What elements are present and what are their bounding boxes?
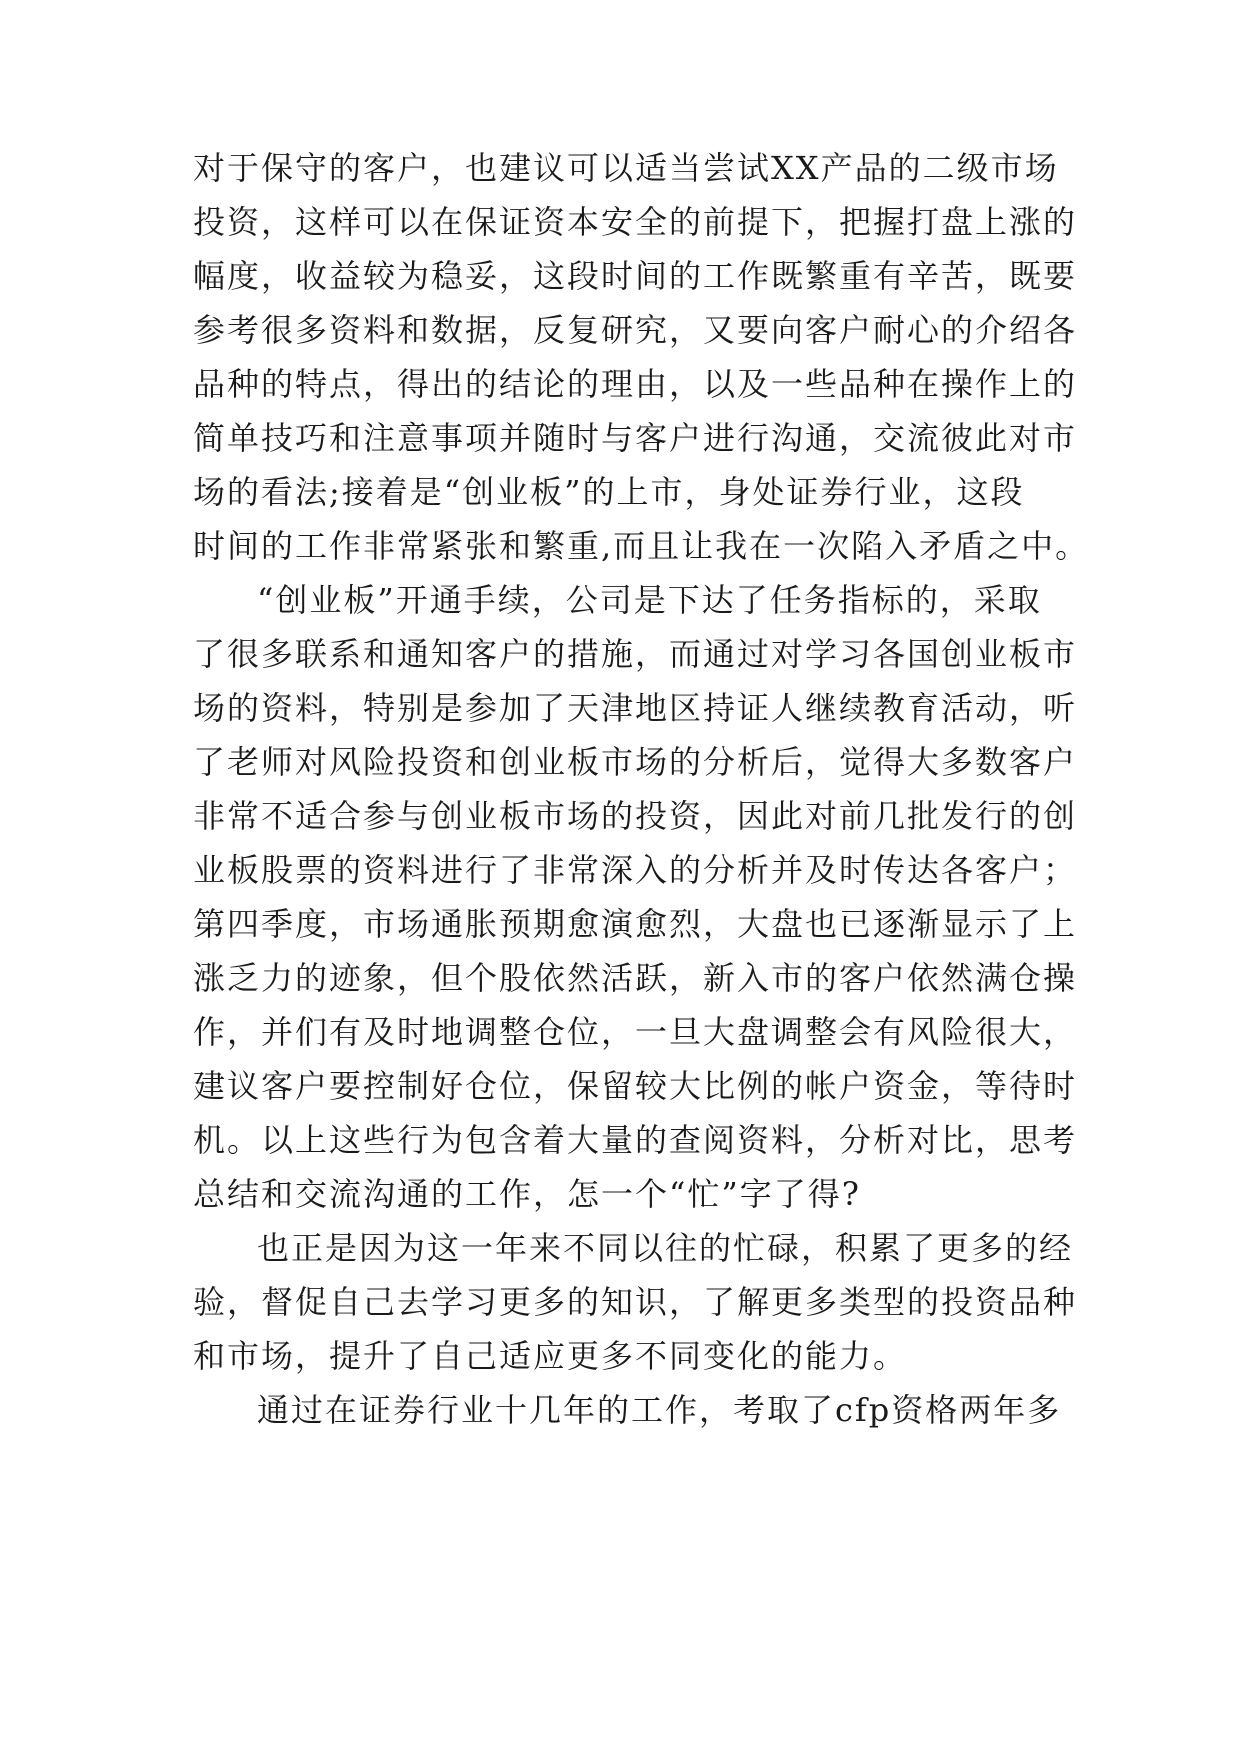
text-line: 了很多联系和通知客户的措施，而通过对学习各国创业板市 bbox=[193, 635, 1078, 673]
text-line: 机。以上这些行为包含着大量的查阅资料，分析对比，思考 bbox=[193, 1121, 1078, 1159]
text-line: 时间的工作非常紧张和繁重,而且让我在一次陷入矛盾之中。 bbox=[193, 527, 1090, 565]
text-line: 第四季度，市场通胀预期愈演愈烈，大盘也已逐渐显示了上 bbox=[193, 905, 1078, 943]
paragraph-start-line: 也正是因为这一年来不同以往的忙碌，积累了更多的经 bbox=[257, 1229, 1074, 1267]
text-line: 作，并们有及时地调整仓位，一旦大盘调整会有风险很大， bbox=[193, 1013, 1078, 1051]
text-line: 品种的特点，得出的结论的理由，以及一些品种在操作上的 bbox=[193, 365, 1078, 403]
text-line: 和市场，提升了自己适应更多不同变化的能力。 bbox=[193, 1337, 908, 1375]
text-line: 参考很多资料和数据，反复研究，又要向客户耐心的介绍各 bbox=[193, 311, 1078, 349]
text-line: 场的看法;接着是“创业板”的上市，身处证券行业，这段 bbox=[193, 473, 1025, 511]
text-line: 涨乏力的迹象，但个股依然活跃，新入市的客户依然满仓操 bbox=[193, 959, 1078, 997]
text-line: 建议客户要控制好仓位，保留较大比例的帐户资金，等待时 bbox=[193, 1067, 1078, 1105]
paragraph-start-line: “创业板”开通手续，公司是下达了任务指标的，采取 bbox=[257, 581, 1042, 619]
text-line: 了老师对风险投资和创业板市场的分析后，觉得大多数客户 bbox=[193, 743, 1078, 781]
text-line: 投资，这样可以在保证资本安全的前提下，把握打盘上涨的 bbox=[193, 203, 1078, 241]
text-line: 验，督促自己去学习更多的知识，了解更多类型的投资品种 bbox=[193, 1283, 1078, 1321]
text-line: 对于保守的客户，也建议可以适当尝试XX产品的二级市场 bbox=[193, 149, 1059, 187]
text-line: 场的资料，特别是参加了天津地区持证人继续教育活动，听 bbox=[193, 689, 1078, 727]
paragraph-start-line: 通过在证券行业十几年的工作，考取了cfp资格两年多 bbox=[257, 1391, 1062, 1429]
text-line: 总结和交流沟通的工作，怎一个“忙”字了得? bbox=[193, 1175, 861, 1213]
text-line: 非常不适合参与创业板市场的投资，因此对前几批发行的创 bbox=[193, 797, 1078, 835]
text-line: 幅度，收益较为稳妥，这段时间的工作既繁重有辛苦，既要 bbox=[193, 257, 1078, 295]
text-line: 简单技巧和注意事项并随时与客户进行沟通，交流彼此对市 bbox=[193, 419, 1078, 457]
text-line: 业板股票的资料进行了非常深入的分析并及时传达各客户； bbox=[193, 851, 1078, 889]
